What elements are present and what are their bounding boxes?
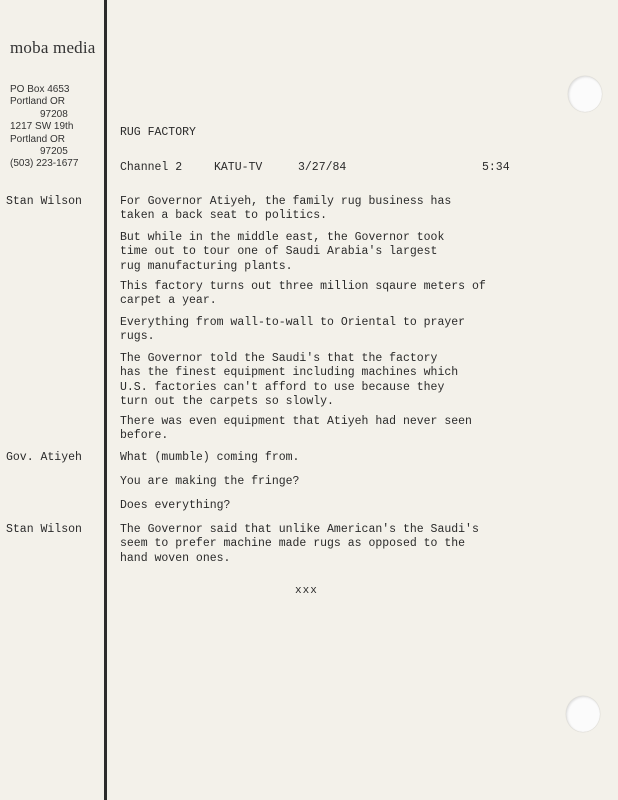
punch-hole xyxy=(566,696,600,732)
run-time: 5:34 xyxy=(482,161,510,174)
script-line: But while in the middle east, the Governor took xyxy=(120,231,445,244)
script-line: rug manufacturing plants. xyxy=(120,259,293,273)
address-line: PO Box 4653 xyxy=(10,84,70,95)
story-slug: RUG FACTORY xyxy=(120,126,196,139)
script-paragraph xyxy=(120,475,512,489)
script-line: carpet a year. xyxy=(120,294,217,308)
script-line: What (mumble) coming from. xyxy=(120,451,300,464)
script-paragraph xyxy=(120,280,512,309)
script-line: seem to prefer machine made rugs as opposed to the xyxy=(120,537,466,551)
script-line: before. xyxy=(120,429,169,443)
script-paragraph xyxy=(120,316,512,345)
script-paragraph xyxy=(120,352,512,410)
speaker-label: Gov. Atiyeh xyxy=(6,451,82,464)
script-line: For Governor Atiyeh, the family rug business has xyxy=(120,195,452,208)
script-line: Everything from wall-to-wall to Oriental to prayer xyxy=(120,316,466,329)
speaker-label: Stan Wilson xyxy=(6,195,82,208)
station-label: KATU-TV xyxy=(214,161,263,174)
air-date: 3/27/84 xyxy=(298,161,347,174)
script-line: The Governor said that unlike American's the Saudi's xyxy=(120,523,479,536)
speaker-label: Stan Wilson xyxy=(6,523,82,536)
channel-label: Channel 2 xyxy=(120,161,183,174)
script-line: hand woven ones. xyxy=(120,551,231,565)
address-block xyxy=(10,84,100,171)
script-line: U.S. factories can't afford to use because they xyxy=(120,380,445,394)
address-line: 1217 SW 19th xyxy=(10,121,74,133)
script-paragraph xyxy=(120,499,512,513)
script-line: This factory turns out three million sqaure meters of xyxy=(120,280,486,293)
script-line: The Governor told the Saudi's that the factory xyxy=(120,352,438,365)
script-paragraph xyxy=(120,415,512,444)
script-line: Does everything? xyxy=(120,499,231,512)
script-line: time out to tour one of Saudi Arabia's largest xyxy=(120,245,438,259)
margin-rule xyxy=(104,0,107,800)
end-mark: xxx xyxy=(295,585,318,597)
address-line: Portland OR xyxy=(10,133,66,145)
address-line: 97208 xyxy=(40,108,68,120)
script-line: has the finest equipment including machines which xyxy=(120,366,459,380)
script-line: You are making the fringe? xyxy=(120,475,300,488)
script-line: taken a back seat to politics. xyxy=(120,209,328,223)
punch-hole xyxy=(568,76,602,112)
address-line: (503) 223-1677 xyxy=(10,158,79,170)
address-line: Portland OR xyxy=(10,96,66,108)
address-line: 97205 xyxy=(40,146,68,158)
script-line: rugs. xyxy=(120,330,155,344)
script-line: turn out the carpets so slowly. xyxy=(120,395,334,409)
script-paragraph xyxy=(120,231,512,274)
script-paragraph xyxy=(120,195,512,224)
script-line: There was even equipment that Atiyeh had never seen xyxy=(120,415,472,428)
brand-name: moba media xyxy=(10,38,96,57)
script-paragraph xyxy=(120,451,512,465)
script-paragraph xyxy=(120,523,512,566)
